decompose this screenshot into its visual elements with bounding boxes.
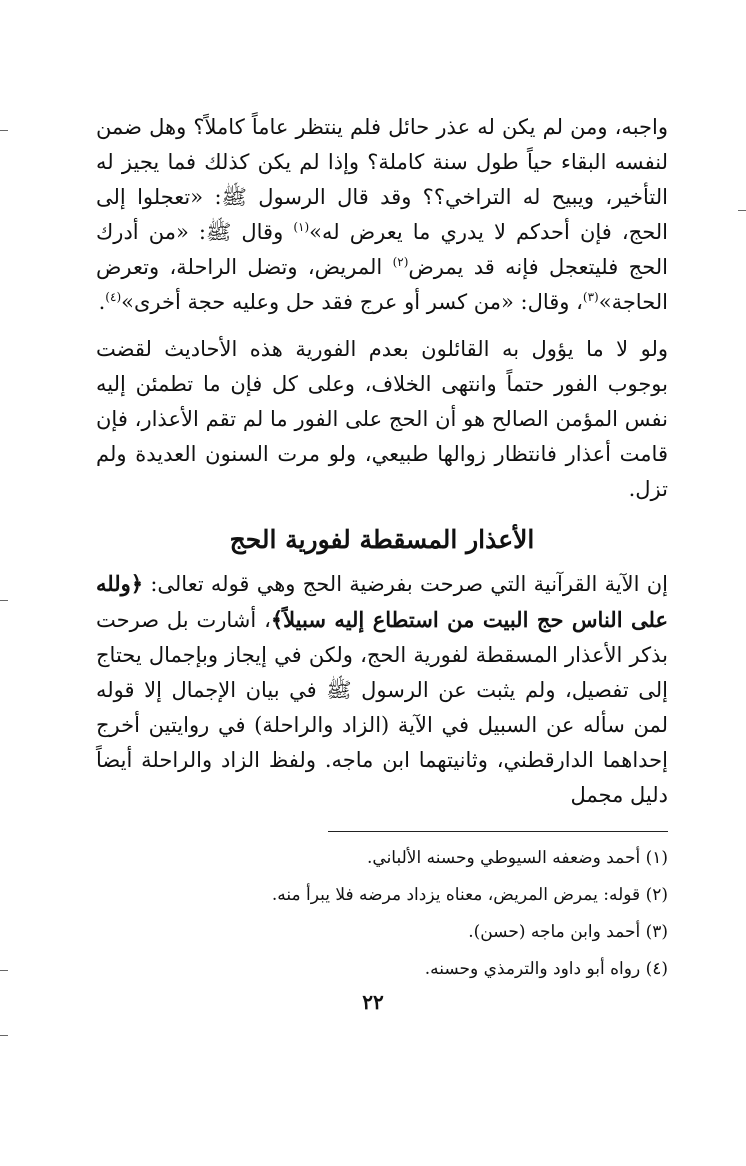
margin-mark (0, 1035, 8, 1036)
paragraph-3-text-a: إن الآية القرآنية التي صرحت بفرضية الحج وهي قوله تعالى: (143, 572, 668, 596)
margin-mark (0, 970, 8, 971)
footnote-ref-2[interactable]: (٢) (392, 255, 409, 269)
page-number: ٢٢ (362, 990, 384, 1014)
quran-verse: ﴿ولله على الناس حج البيت من استطاع إليه سبيلاً﴾ (96, 571, 669, 632)
footnote-ref-3[interactable]: (٣) (582, 290, 599, 304)
paragraph-3 (96, 566, 668, 813)
footnote-ref-4[interactable]: (٤) (105, 290, 122, 304)
paragraph-1-text-d: ، وقال: «من كسر أو عرج فقد حل وعليه حجة أخرى» (121, 290, 583, 314)
paragraph-1-text-e: . (98, 290, 106, 314)
page-body (96, 110, 668, 988)
footnotes (96, 840, 668, 988)
paragraph-3-text-b: ، أشارت بل صرحت بذكر الأعذار المسقطة لفورية الحج، ولكن في إيجاز وبإجمال يحتاج إلى تفصيل، ولم يثبت عن الرسول ﷺ في بيان الإجمال إلا قوله لمن سأله عن السبيل في الآية (الزاد والراحلة) في روايتين أخرج إحداهما الدارقطني، وثانيتهما ابن ماجه. ولفظ الزاد والراحلة أيضاً دليل مجمل (96, 608, 668, 807)
footnote-3: (٣) أحمد وابن ماجه (حسن). (468, 922, 668, 942)
margin-mark (738, 210, 746, 211)
footnote-divider (328, 831, 668, 832)
footnote-2: (٢) قوله: يمرض المريض، معناه يزداد مرضه فلا يبرأ منه. (271, 885, 668, 905)
margin-mark (0, 600, 8, 601)
paragraph-1-text-c: المريض، وتضل الراحلة، وتعرض الحاجة» (96, 255, 668, 314)
footnote-ref-1[interactable]: (١) (293, 220, 310, 234)
paragraph-2: ولو لا ما يؤول به القائلون بعدم الفورية هذه الأحاديث لقضت بوجوب الفور حتماً وانتهى الخلاف، وعلى كل فإن ما تطمئن إليه نفس المؤمن الصالح هو أن الحج على الفور ما لم تقم الأعذار، فإن قامت أعذار فانتظار زوالها طبيعي، ولو مرت السنون العديدة ولم تزل. (96, 337, 668, 501)
section-heading: الأعذار المسقطة لفورية الحج (229, 525, 535, 554)
paragraph-1-text-a: واجبه، ومن لم يكن له عذر حائل فلم ينتظر عاماً كاملاً؟ وهل ضمن لنفسه البقاء حياً طول سنة كاملة؟ وإذا لم يكن كذلك فما يجيز له التأخير، ويبيح له التراخي؟؟ وقد قال الرسول ﷺ: «تعجلوا إلى الحج، فإن أحدكم لا يدري ما يعرض له» (96, 115, 669, 244)
footnote-1: (١) أحمد وضعفه السيوطي وحسنه الألباني. (367, 848, 668, 868)
margin-mark (0, 130, 8, 131)
footnote-4: (٤) رواه أبو داود والترمذي وحسنه. (424, 959, 668, 979)
paragraph-1 (96, 110, 668, 320)
paragraph-1-text-b: وقال ﷺ: «من أدرك الحج فليتعجل فإنه قد يمرض (96, 220, 668, 279)
